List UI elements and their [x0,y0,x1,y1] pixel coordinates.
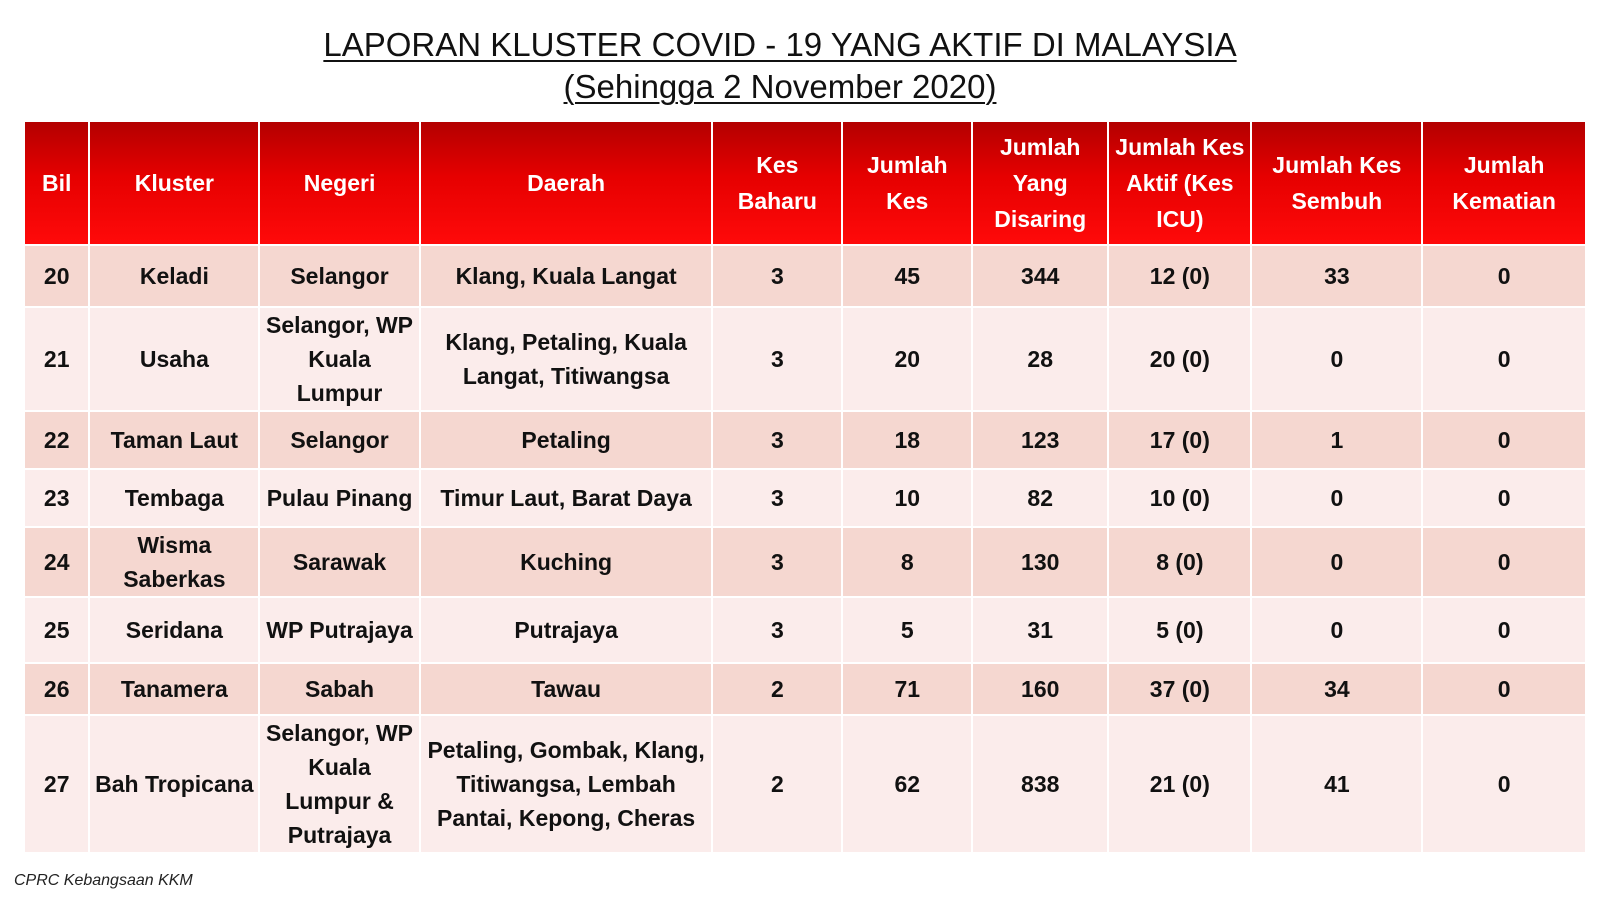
table-cell: Klang, Kuala Langat [420,245,713,307]
table-cell: 2 [712,715,842,853]
table-cell: Bah Tropicana [89,715,259,853]
table-row [24,527,1586,597]
table-cell: 12 (0) [1108,245,1251,307]
table-row [24,411,1586,469]
table-row [24,663,1586,715]
table-cell: 41 [1251,715,1422,853]
table-cell: Seridana [89,597,259,663]
table-cell: Petaling [420,411,713,469]
col-header-kematian: Jumlah Kematian [1422,121,1586,245]
col-header-bil: Bil [24,121,89,245]
table-cell: 62 [842,715,972,853]
table-row [24,715,1586,853]
table-cell: 0 [1251,597,1422,663]
table-row [24,245,1586,307]
table-cell: Selangor [259,245,420,307]
table-cell: 5 [842,597,972,663]
table-cell: 3 [712,245,842,307]
cluster-table [23,120,1587,854]
col-header-kes-baharu: Kes Baharu [712,121,842,245]
table-header-row [24,121,1586,245]
table-cell: 45 [842,245,972,307]
table-cell: 0 [1422,307,1586,411]
table-cell: 0 [1422,411,1586,469]
table-cell: 3 [712,411,842,469]
table-cell: 0 [1422,715,1586,853]
table-cell: 1 [1251,411,1422,469]
col-header-kluster: Kluster [89,121,259,245]
table-cell: 0 [1251,469,1422,527]
title-main: LAPORAN KLUSTER COVID - 19 YANG AKTIF DI MALAYSIA [323,26,1237,63]
table-cell: Keladi [89,245,259,307]
table-cell: 130 [972,527,1108,597]
table-cell: 10 [842,469,972,527]
table-cell: 5 (0) [1108,597,1251,663]
table-cell: Selangor, WP Kuala Lumpur & Putrajaya [259,715,420,853]
col-header-jumlah-kes: Jumlah Kes [842,121,972,245]
table-cell: 3 [712,597,842,663]
table-cell: 0 [1422,527,1586,597]
table-cell: 3 [712,307,842,411]
table-cell: Tawau [420,663,713,715]
table-cell: 37 (0) [1108,663,1251,715]
source-footer: CPRC Kebangsaan KKM [14,872,193,889]
table-cell: 123 [972,411,1108,469]
table-cell: 344 [972,245,1108,307]
table-cell: 160 [972,663,1108,715]
table-cell: Kuching [420,527,713,597]
table-cell: 33 [1251,245,1422,307]
table-cell: 21 (0) [1108,715,1251,853]
table-cell: 22 [24,411,89,469]
table-cell: WP Putrajaya [259,597,420,663]
table-cell: 3 [712,469,842,527]
table-cell: 0 [1422,663,1586,715]
table-cell: 31 [972,597,1108,663]
table-cell: Selangor [259,411,420,469]
table-cell: 0 [1251,527,1422,597]
table-cell: Sarawak [259,527,420,597]
table-cell: Timur Laut, Barat Daya [420,469,713,527]
table-cell: 0 [1251,307,1422,411]
table-cell: Sabah [259,663,420,715]
table-cell: 838 [972,715,1108,853]
table-row [24,307,1586,411]
table-cell: 0 [1422,245,1586,307]
col-header-jumlah-disaring: Jumlah Yang Disaring [972,121,1108,245]
table-row [24,469,1586,527]
table-cell: 71 [842,663,972,715]
table-cell: 20 [842,307,972,411]
col-header-kes-aktif: Jumlah Kes Aktif (Kes ICU) [1108,121,1251,245]
table-cell: 26 [24,663,89,715]
table-cell: 3 [712,527,842,597]
table-cell: Pulau Pinang [259,469,420,527]
table-cell: 20 [24,245,89,307]
table-cell: 27 [24,715,89,853]
table-cell: 18 [842,411,972,469]
table-cell: 0 [1422,469,1586,527]
table-cell: Tembaga [89,469,259,527]
table-cell: 24 [24,527,89,597]
table-cell: 0 [1422,597,1586,663]
table-cell: 82 [972,469,1108,527]
table-cell: Putrajaya [420,597,713,663]
col-header-kes-sembuh: Jumlah Kes Sembuh [1251,121,1422,245]
col-header-daerah: Daerah [420,121,713,245]
col-header-negeri: Negeri [259,121,420,245]
table-cell: 21 [24,307,89,411]
table-cell: Selangor, WP Kuala Lumpur [259,307,420,411]
table-cell: 23 [24,469,89,527]
table-cell: Wisma Saberkas [89,527,259,597]
table-row [24,597,1586,663]
table-cell: 17 (0) [1108,411,1251,469]
table-cell: Taman Laut [89,411,259,469]
table-cell: Petaling, Gombak, Klang, Titiwangsa, Lembah Pantai, Kepong, Cheras [420,715,713,853]
table-cell: 8 (0) [1108,527,1251,597]
table-cell: 20 (0) [1108,307,1251,411]
table-cell: 34 [1251,663,1422,715]
table-cell: 28 [972,307,1108,411]
table-cell: 2 [712,663,842,715]
table-cell: 8 [842,527,972,597]
table-cell: 25 [24,597,89,663]
table-cell: 10 (0) [1108,469,1251,527]
table-cell: Klang, Petaling, Kuala Langat, Titiwangsa [420,307,713,411]
table-cell: Usaha [89,307,259,411]
report-title [0,24,1560,108]
table-cell: Tanamera [89,663,259,715]
title-date: (Sehingga 2 November 2020) [563,68,997,105]
